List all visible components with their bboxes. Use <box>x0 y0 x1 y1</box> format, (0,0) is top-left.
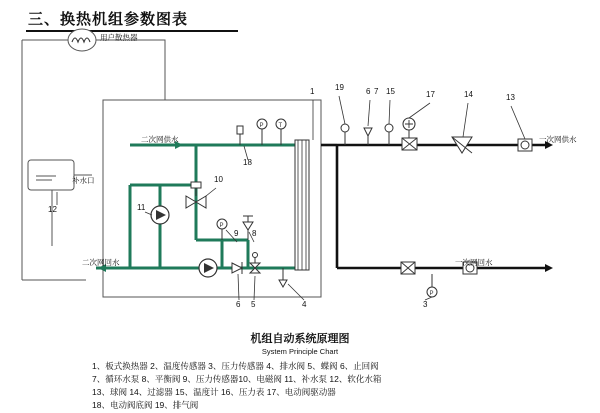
circulating-pump-7 <box>199 259 217 277</box>
svg-text:P: P <box>219 223 224 229</box>
callout-8: 8 <box>252 229 257 238</box>
callout-10: 10 <box>214 175 223 184</box>
callout-11: 11 <box>137 203 146 212</box>
callout-13: 13 <box>506 93 515 102</box>
callout-19: 19 <box>335 83 344 92</box>
callout-6-supply: 6 <box>366 87 371 96</box>
primary-pipe-network <box>321 145 545 268</box>
callout-12: 12 <box>48 205 57 214</box>
callout-15: 15 <box>386 87 395 96</box>
callout-7: 7 <box>374 87 379 96</box>
caption-chinese: 机组自动系统原理图 <box>250 333 350 345</box>
legend-line-2: 7、循环水泵 8、平衡阀 9、压力传感器10、电磁阀 11、补水泵 12、软化水箱 <box>92 374 382 384</box>
legend-line-4: 18、电动阀底阀 19、排气阀 <box>92 400 199 410</box>
caption-english: System Principle Chart <box>261 347 339 356</box>
callout-5: 5 <box>251 300 256 309</box>
legend-list <box>92 360 512 412</box>
radiator-symbol <box>68 29 96 51</box>
legend-line-3: 13、球阀 14、过滤器 15、温度计 16、压力表 17、电动阀驱动器 <box>92 387 336 397</box>
label-primary-return: 一次网回水 <box>455 258 493 267</box>
callout-4: 4 <box>302 300 307 309</box>
secondary-supply-devices <box>237 119 286 145</box>
flow-arrows <box>98 141 553 272</box>
callout-3: 3 <box>423 300 428 309</box>
primary-supply-devices <box>341 118 532 153</box>
callout-14: 14 <box>464 90 473 99</box>
page-title: 三、换热机组参数图表 <box>28 11 189 28</box>
return-valves <box>232 253 287 288</box>
label-primary-supply: 一次网供水 <box>539 135 577 144</box>
label-makeup-port: 补水口 <box>72 176 95 185</box>
svg-text:T: T <box>278 123 283 129</box>
callout-18: 18 <box>243 158 252 167</box>
svg-text:P: P <box>259 123 264 129</box>
callout-9: 9 <box>234 229 239 238</box>
svg-text:P: P <box>429 291 434 297</box>
callout-1: 1 <box>310 87 315 96</box>
secondary-pipe-network <box>96 145 307 268</box>
legend-line-1: 1、板式换热器 2、温度传感器 3、压力传感器 4、排水阀 5、蝶阀 6、止回阀 <box>92 361 379 371</box>
callout-6-return: 6 <box>236 300 241 309</box>
label-secondary-return: 二次网回水 <box>82 258 120 267</box>
makeup-pump-11 <box>151 206 169 224</box>
softened-water-tank <box>28 160 92 246</box>
callout-17: 17 <box>426 90 435 99</box>
label-radiator: 用户散热器 <box>100 33 138 42</box>
plate-heat-exchanger <box>295 140 309 270</box>
label-secondary-supply: 二次网供水 <box>141 135 179 144</box>
